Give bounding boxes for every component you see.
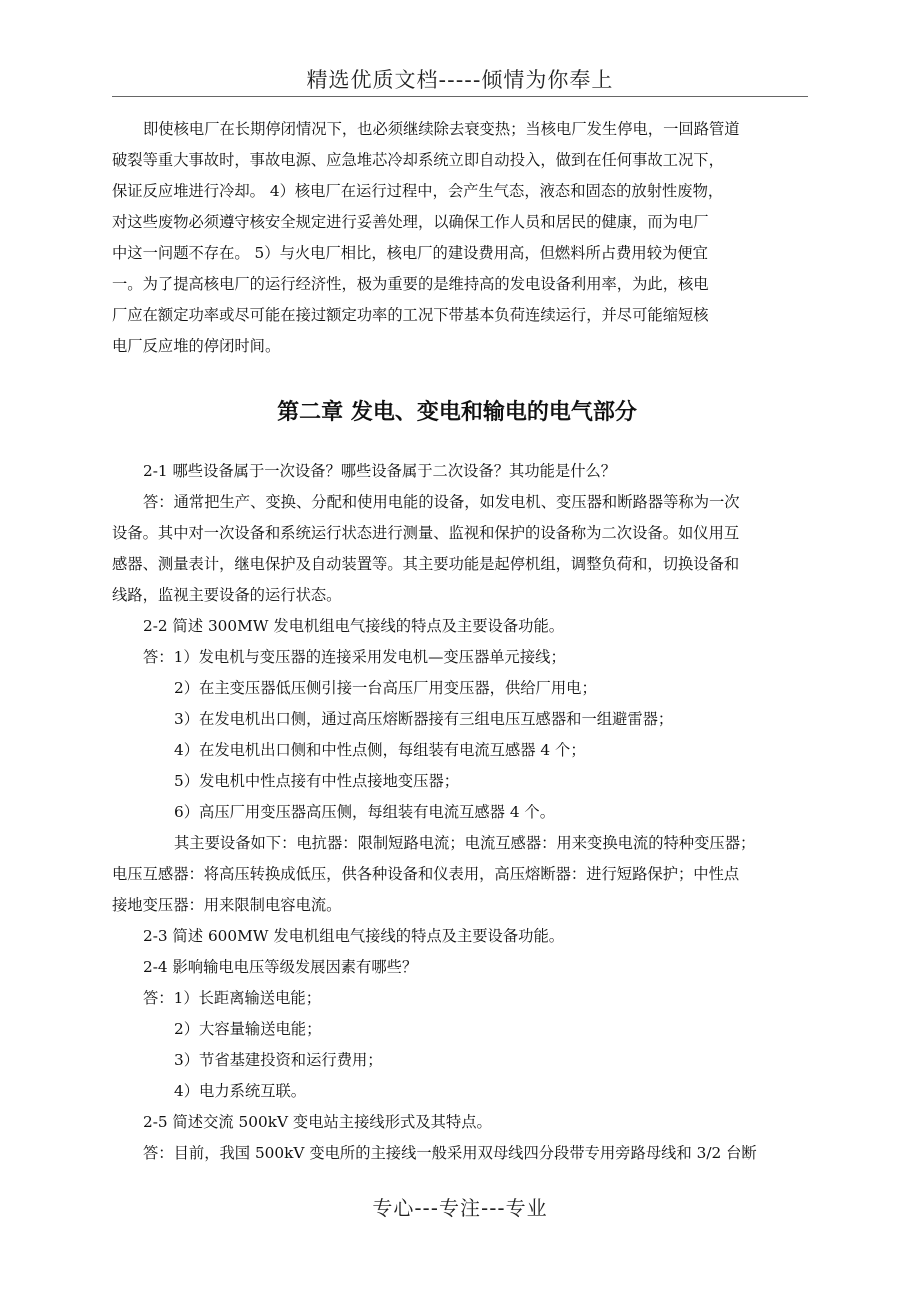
- intro-line: 一。为了提高核电厂的运行经济性，极为重要的是维持高的发电设备利用率，为此，核电: [112, 275, 709, 293]
- answer-line: 答：1）发电机与变压器的连接采用发电机—变压器单元接线；: [143, 648, 566, 666]
- list-item: 6）高压厂用变压器高压侧，每组装有电流互感器 4 个。: [174, 803, 556, 821]
- page-header: 精选优质文档-----倾情为你奉上: [306, 68, 614, 92]
- summary-line: 电压互感器：将高压转换成低压，供各种设备和仪表用，高压熔断器：进行短路保护；中性点: [112, 865, 740, 883]
- answer-line: 答：目前，我国 500kV 变电所的主接线一般采用双母线四分段带专用旁路母线和 3/2 台断: [143, 1144, 757, 1162]
- intro-line: 电厂反应堆的停闭时间。: [112, 337, 281, 355]
- intro-line: 保证反应堆进行冷却。 4）核电厂在运行过程中，会产生气态，液态和固态的放射性废物，: [112, 182, 724, 200]
- summary-line: 其主要设备如下：电抗器：限制短路电流；电流互感器：用来变换电流的特种变压器；: [174, 834, 756, 852]
- answer-line: 设备。其中对一次设备和系统运行状态进行测量、监视和保护的设备称为二次设备。如仪用互: [112, 524, 740, 542]
- list-item: 2）在主变压器低压侧引接一台高压厂用变压器，供给厂用电；: [174, 679, 597, 697]
- list-item: 5）发电机中性点接有中性点接地变压器；: [174, 772, 460, 790]
- answer-line: 感器、测量表计，继电保护及自动装置等。其主要功能是起停机组，调整负荷和，切换设备和: [112, 555, 740, 573]
- list-item: 4）电力系统互联。: [174, 1082, 307, 1100]
- answer-line: 答：通常把生产、变换、分配和使用电能的设备，如发电机、变压器和断路器等称为一次: [143, 493, 740, 511]
- document-body: [112, 114, 802, 1169]
- intro-line: 破裂等重大事故时，事故电源、应急堆芯冷却系统立即自动投入，做到在任何事故工况下，: [112, 151, 724, 169]
- question-2-1: 2-1 哪些设备属于一次设备？哪些设备属于二次设备？其功能是什么？: [143, 462, 617, 480]
- list-item: 3）节省基建投资和运行费用；: [174, 1051, 383, 1069]
- header-divider: [112, 96, 808, 97]
- question-2-3: 2-3 简述 600MW 发电机组电气接线的特点及主要设备功能。: [143, 927, 565, 945]
- summary-line: 接地变压器：用来限制电容电流。: [112, 896, 342, 914]
- intro-line: 即使核电厂在长期停闭情况下，也必须继续除去衰变热；当核电厂发生停电，一回路管道: [143, 120, 740, 138]
- list-item: 2）大容量输送电能；: [174, 1020, 322, 1038]
- question-2-2: 2-2 简述 300MW 发电机组电气接线的特点及主要设备功能。: [143, 617, 565, 635]
- list-item: 4）在发电机出口侧和中性点侧，每组装有电流互感器 4 个；: [174, 741, 586, 759]
- question-2-5: 2-5 简述交流 500kV 变电站主接线形式及其特点。: [143, 1113, 492, 1131]
- intro-line: 中这一问题不存在。 5）与火电厂相比，核电厂的建设费用高，但燃料所占费用较为便宜: [112, 244, 708, 262]
- chapter-title: 第二章 发电、变电和输电的电气部分: [277, 400, 637, 425]
- question-2-4: 2-4 影响输电电压等级发展因素有哪些？: [143, 958, 418, 976]
- answer-line: 答：1）长距离输送电能；: [143, 989, 321, 1007]
- list-item: 3）在发电机出口侧，通过高压熔断器接有三组电压互感器和一组避雷器；: [174, 710, 674, 728]
- intro-line: 对这些废物必须遵守核安全规定进行妥善处理，以确保工作人员和居民的健康，而为电厂: [112, 213, 709, 231]
- intro-line: 厂应在额定功率或尽可能在接过额定功率的工况下带基本负荷连续运行，并尽可能缩短核: [112, 306, 709, 324]
- answer-line: 线路，监视主要设备的运行状态。: [112, 586, 342, 604]
- page-footer: 专心---专注---专业: [372, 1196, 548, 1220]
